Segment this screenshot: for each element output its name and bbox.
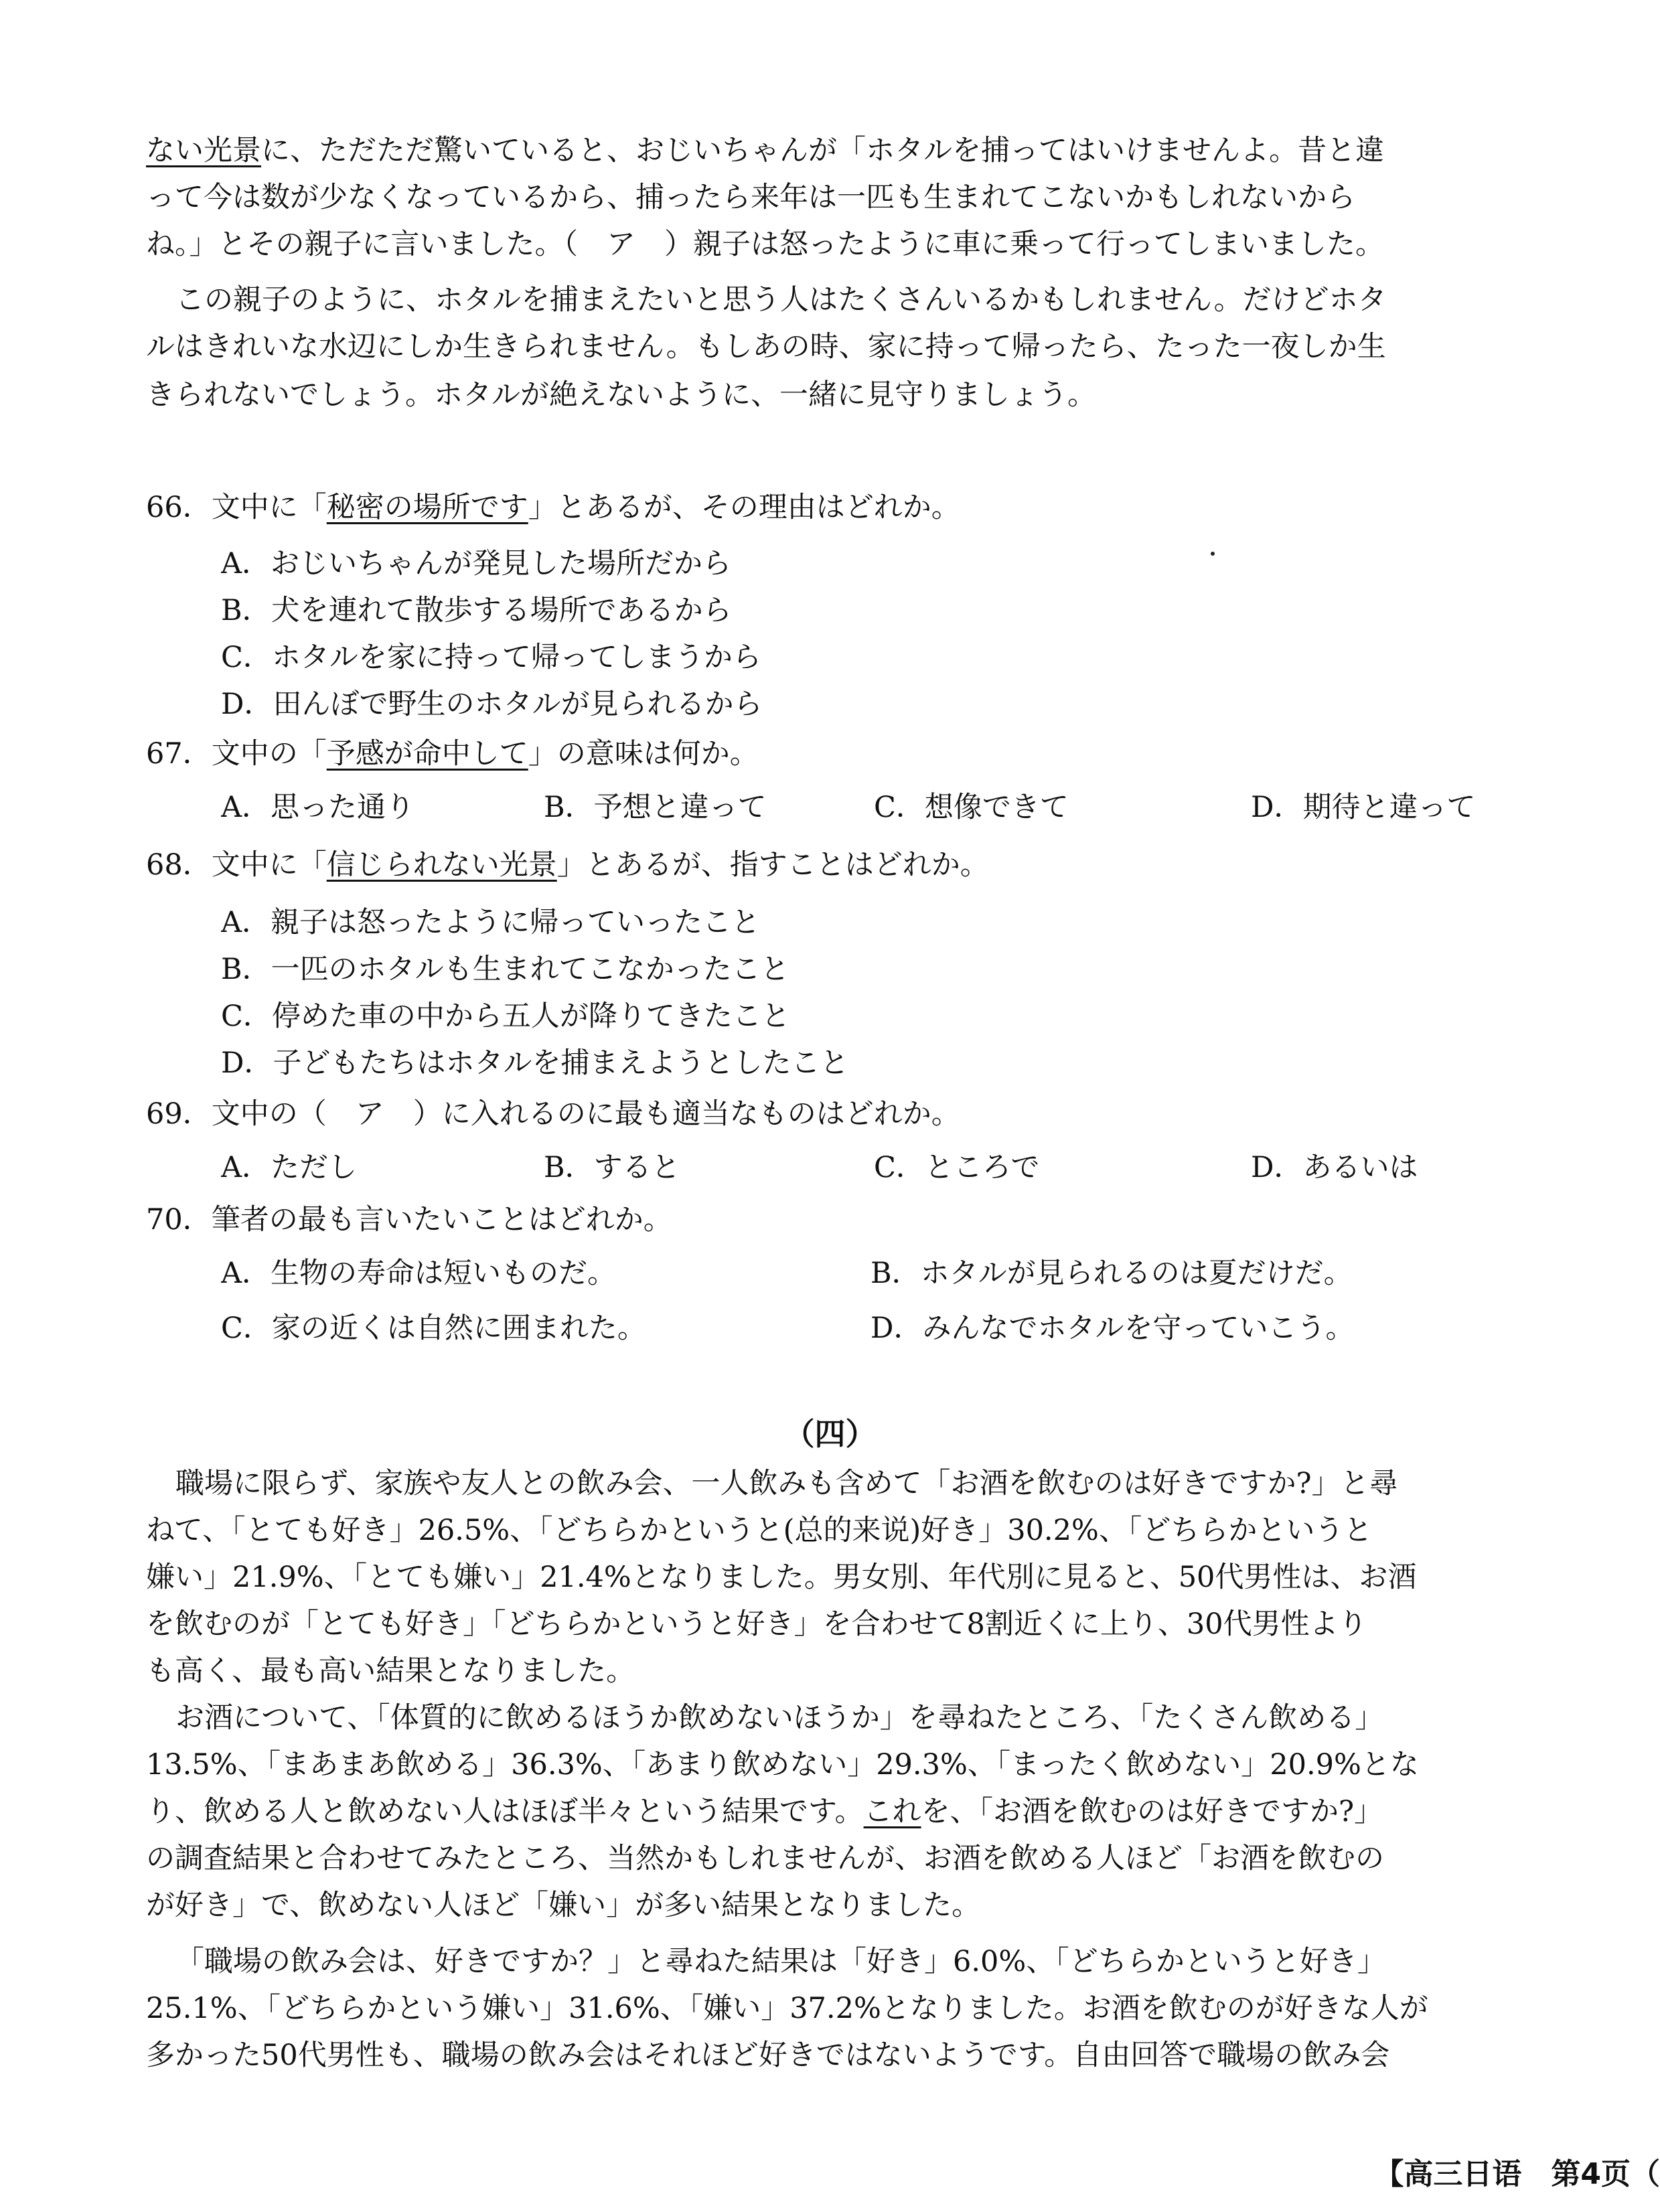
s4-p3-line-3: 多かった50代男性も、職場の飲み会はそれほど好きではないようです。自由回答で職場の飲み会 [146, 2039, 1390, 2072]
question-69: 69．文中の（ ア ）に入れるのに最も適当なものはどれか。 [146, 1097, 960, 1131]
underlined-kore: これ [863, 1795, 921, 1828]
question-66: 66．文中に「秘密の場所です」とあるが、その理由はどれか。 [146, 491, 960, 524]
q70-option-b[interactable]: B．ホタルが見られるのは夏だけだ。 [871, 1257, 1353, 1290]
question-67: 67．文中の「予感が命中して」の意味は何か。 [146, 737, 759, 771]
q69-option-b[interactable]: B．すると [544, 1151, 680, 1184]
q67-option-a[interactable]: A．思った通り [221, 791, 415, 824]
s4-p1-line-1: 職場に限らず、家族や友人との飲み会、一人飲みも含めて「お酒を飲むのは好きですか?」と尋 [175, 1467, 1398, 1500]
q69-option-c[interactable]: C．ところで [874, 1151, 1040, 1184]
q68-option-c[interactable]: C．停めた車の中から五人が降りてきたこと [221, 1000, 790, 1033]
passage-line-1: ない光景に、ただただ驚いていると、おじいちゃんが「ホタルを捕ってはいけませんよ。昔と違 [146, 134, 1384, 167]
q67-option-b[interactable]: B．予想と違って [544, 791, 767, 824]
q69-option-a[interactable]: A．ただし [221, 1151, 358, 1184]
q70-option-a[interactable]: A．生物の寿命は短いものだ。 [221, 1257, 617, 1290]
passage-line-6: きられないでしょう。ホタルが絶えないように、一緒に見守りましょう。 [146, 378, 1096, 412]
q66-option-d[interactable]: D．田んぼで野生のホタルが見られるから [221, 688, 763, 721]
s4-p1-line-3: 嫌い」21.9%、「とても嫌い」21.4%となりました。男女別、年代別に見ると、50代男性は、お酒 [146, 1561, 1417, 1594]
passage-line-2: って今は数が少なくなっているから、捕ったら来年は一匹も生まれてこないかもしれないから [146, 181, 1355, 214]
s4-p2-line-1: お酒について、「体質的に飲めるほうか飲めないほうか」を尋ねたところ、「たくさん飲める」 [175, 1701, 1384, 1735]
q66-option-c[interactable]: C．ホタルを家に持って帰ってしまうから [221, 641, 761, 674]
q66-option-a[interactable]: A．おじいちゃんが発見した場所だから [221, 547, 732, 580]
q69-option-d[interactable]: D．あるいは [1251, 1151, 1418, 1184]
q70-option-d[interactable]: D．みんなでホタルを守っていこう。 [871, 1312, 1355, 1345]
s4-p2-line-4: の調査結果と合わせてみたところ、当然かもしれませんが、お酒を飲める人ほど「お酒を飲むの [146, 1842, 1384, 1875]
s4-p3-line-1: 「職場の飲み会は、好きですか？」と尋ねた結果は「好き」6.0%、「どちらかというと好き」 [175, 1945, 1386, 1978]
q68-option-d[interactable]: D．子どもたちはホタルを捕まえようとしたこと [221, 1046, 849, 1080]
s4-p1-line-5: も高く、最も高い結果となりました。 [146, 1654, 635, 1688]
underlined-phrase: ない光景 [146, 134, 261, 167]
s4-p3-line-2: 25.1%、「どちらかという嫌い」31.6%、「嫌い」37.2%となりました。お酒を飲むのが好きな人が [146, 1992, 1428, 2025]
q68-option-b[interactable]: B．一匹のホタルも生まれてこなかったこと [221, 953, 789, 986]
question-70: 70．筆者の最も言いたいことはどれか。 [146, 1203, 672, 1237]
section-heading: （四） [783, 1416, 877, 1452]
q68-option-a[interactable]: A．親子は怒ったように帰っていったこと [221, 906, 761, 939]
page-footer: 【高三日语 第4页（ [1374, 2157, 1660, 2191]
q66-option-b[interactable]: B．犬を連れて散歩する場所であるから [221, 594, 732, 627]
s4-p2-line-2: 13.5%、「まあまあ飲める」36.3%、「あまり飲めない」29.3%、「まったく飲めない」20.9%とな [146, 1748, 1419, 1782]
s4-p2-line-3: り、飲める人と飲めない人はほぼ半々という結果です。これを、「お酒を飲むのは好きですか?」 [146, 1795, 1383, 1828]
q67-option-d[interactable]: D．期待と違って [1251, 791, 1476, 824]
passage-line-5: ルはきれいな水辺にしか生きられません。もしあの時、家に持って帰ったら、たった一夜しか生 [146, 330, 1386, 364]
q67-option-c[interactable]: C．想像できて [874, 791, 1069, 824]
question-68: 68．文中に「信じられない光景」とあるが、指すことはどれか。 [146, 848, 989, 882]
s4-p1-line-4: を飲むのが「とても好き」「どちらかというと好き」を合わせて8割近くに上り、30代男性より [146, 1607, 1367, 1641]
passage-line-3: ね。」とその親子に言いました。（ ア ）親子は怒ったように車に乗って行ってしまいました。 [146, 228, 1384, 261]
q70-option-c[interactable]: C．家の近くは自然に囲まれた。 [221, 1312, 646, 1345]
s4-p1-line-2: ねて、「とても好き」26.5%、「どちらかというと(总的来说)好き」30.2%、「どちらかというと [146, 1514, 1373, 1547]
s4-p2-line-5: が好き」で、飲めない人ほど「嫌い」が多い結果となりました。 [146, 1889, 981, 1922]
passage-line-4: この親子のように、ホタルを捕まえたいと思う人はたくさんいるかもしれません。だけどホタ [175, 283, 1387, 317]
